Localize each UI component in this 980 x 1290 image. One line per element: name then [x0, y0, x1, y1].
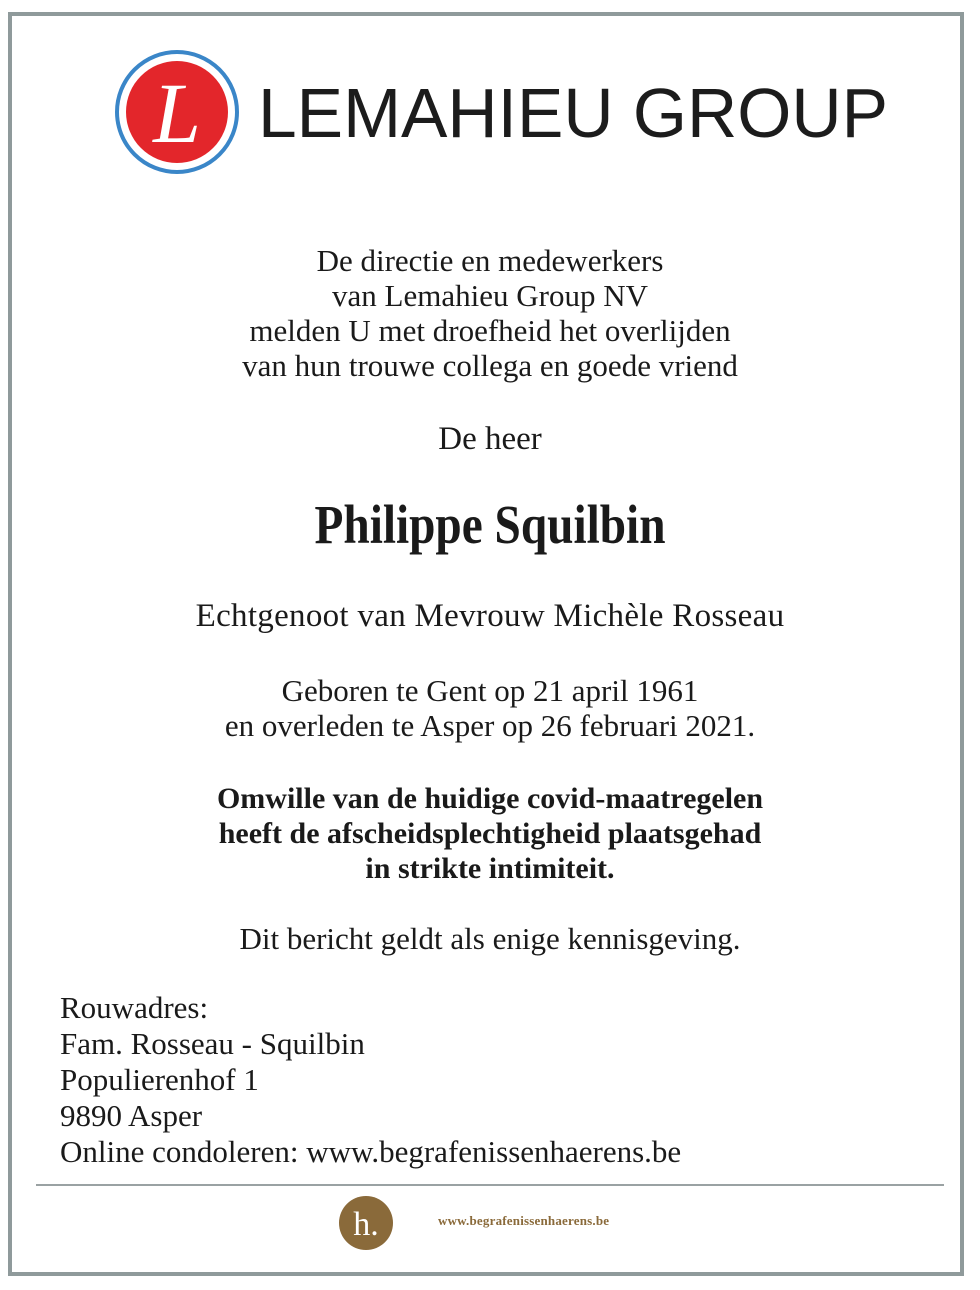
intro-line: melden U met droefheid het overlijden	[249, 313, 731, 348]
intro-line: De directie en medewerkers	[316, 243, 664, 278]
deceased-name: Philippe Squilbin	[314, 494, 666, 555]
life-dates	[40, 673, 940, 743]
address-family: Fam. Rosseau - Squilbin	[60, 1026, 365, 1061]
intro-line: van Lemahieu Group NV	[332, 278, 648, 313]
condolence-link[interactable]: Online condoleren: www.begrafenissenhaerens.be	[60, 1134, 682, 1169]
death-line: en overleden te Asper op 26 februari 2021.	[224, 708, 756, 743]
footer-divider	[36, 1184, 944, 1186]
notice-line: heeft de afscheidsplechtigheid plaatsgehad	[218, 817, 762, 850]
covid-notice	[40, 781, 940, 886]
haerens-logo-letter: h.	[353, 1206, 379, 1243]
intro-line: van hun trouwe collega en goede vriend	[242, 348, 738, 383]
birth-line: Geboren te Gent op 21 april 1961	[281, 673, 699, 708]
haerens-logo	[338, 1195, 394, 1251]
footer-url[interactable]: www.begrafenissenhaerens.be	[438, 1213, 610, 1228]
spouse-line: Echtgenoot van Mevrouw Michèle Rosseau	[195, 598, 785, 634]
mourning-address	[60, 990, 681, 1170]
honorific: De heer	[438, 421, 542, 457]
lemahieu-wordmark	[258, 77, 898, 147]
company-name: LEMAHIEU GROUP	[258, 77, 888, 147]
notice-line: Omwille van de huidige covid-maatregelen	[216, 782, 764, 815]
lemahieu-logo-mark	[113, 48, 241, 176]
logo-letter: L	[153, 65, 201, 161]
address-city: 9890 Asper	[60, 1098, 203, 1133]
notice-line: in strikte intimiteit.	[365, 852, 615, 885]
address-heading: Rouwadres:	[60, 990, 209, 1025]
closing-text: Dit bericht geldt als enige kennisgeving.	[239, 921, 741, 956]
address-street: Populierenhof 1	[60, 1062, 259, 1097]
intro-text	[40, 243, 940, 383]
